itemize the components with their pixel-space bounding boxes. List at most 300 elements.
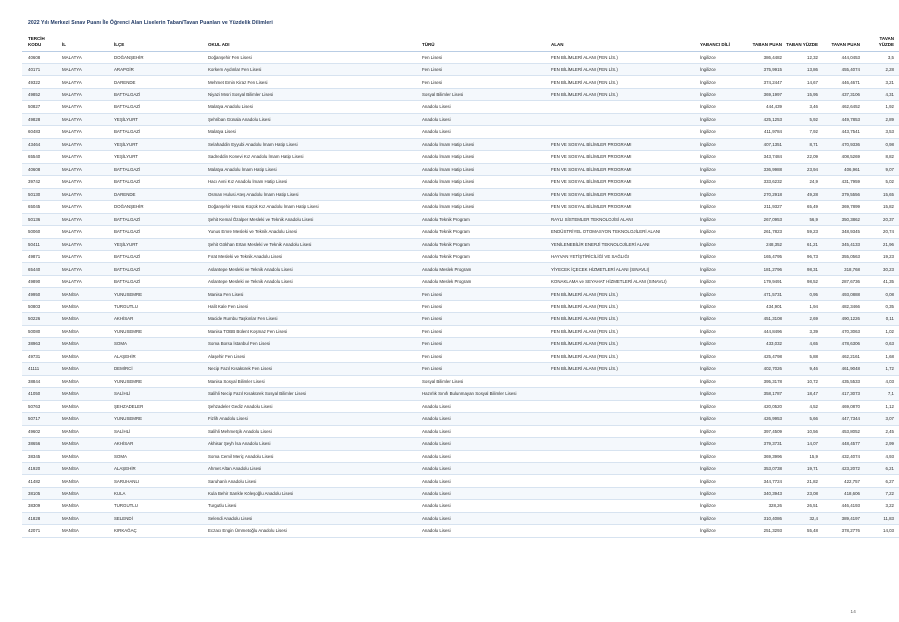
cell-taban-yuzde: 65,49 bbox=[784, 201, 820, 213]
cell-taban-yuzde: 8,71 bbox=[784, 138, 820, 150]
cell-taban-puan: 395,3178 bbox=[742, 375, 784, 387]
cell-turu: Anadolu İmam Hatip Lisesi bbox=[420, 176, 549, 188]
cell-tavan-yuzde: 3,21 bbox=[862, 76, 899, 88]
cell-tercih-kodu: 38656 bbox=[22, 438, 60, 450]
cell-alan: HAYVAN YETİŞTİRİCİLİĞİ VE SAĞLIĞI bbox=[549, 251, 698, 263]
cell-turu: Anadolu Teknik Program bbox=[420, 251, 549, 263]
page-title: 2022 Yılı Merkezi Sınav Puanı İle Öğrenci Alan Liselerin Taban/Tavan Puanları ve Yüzdelik Dilimleri bbox=[28, 20, 273, 26]
cell-okul-adi: Korkem Aydınlar Fen Lisesi bbox=[206, 63, 420, 75]
cell-tercih-kodu: 50226 bbox=[22, 313, 60, 325]
cell-turu: Anadolu Lisesi bbox=[420, 512, 549, 524]
cell-turu: Anadolu Lisesi bbox=[420, 500, 549, 512]
cell-ilce: TURGUTLU bbox=[112, 500, 206, 512]
cell-tavan-yuzde: 2,45 bbox=[862, 425, 899, 437]
cell-tavan-yuzde: 3,53 bbox=[862, 126, 899, 138]
cell-taban-yuzde: 23,08 bbox=[784, 487, 820, 499]
cell-alan bbox=[549, 413, 698, 425]
cell-turu: Anadolu Teknik Program bbox=[420, 213, 549, 225]
cell-turu: Sosyal Bilimler Lisesi bbox=[420, 375, 549, 387]
cell-tavan-puan: 318,768 bbox=[820, 263, 862, 275]
table-row bbox=[22, 413, 899, 425]
cell-yabanci-dili: İngilizce bbox=[698, 113, 742, 125]
scores-table bbox=[22, 36, 899, 538]
cell-il: MALATYA bbox=[60, 88, 112, 100]
cell-tercih-kodu: 50060 bbox=[22, 226, 60, 238]
cell-ilce: BATTALGAZİ bbox=[112, 101, 206, 113]
cell-tercih-kodu: 43464 bbox=[22, 138, 60, 150]
cell-ilce: BATTALGAZİ bbox=[112, 126, 206, 138]
cell-tercih-kodu: 50130 bbox=[22, 188, 60, 200]
cell-yabanci-dili: İngilizce bbox=[698, 475, 742, 487]
cell-taban-yuzde: 12,32 bbox=[784, 51, 820, 63]
cell-alan bbox=[549, 500, 698, 512]
cell-okul-adi: Şehriban Günala Anadolu Lisesi bbox=[206, 113, 420, 125]
cell-ilce: AKHİSAR bbox=[112, 313, 206, 325]
cell-alan bbox=[549, 101, 698, 113]
cell-taban-yuzde: 56,9 bbox=[784, 213, 820, 225]
cell-taban-yuzde: 98,31 bbox=[784, 263, 820, 275]
cell-taban-yuzde: 21,82 bbox=[784, 475, 820, 487]
cell-okul-adi: Şehit Gökhan Ertan Mesleki ve Teknik Anadolu Lisesi bbox=[206, 238, 420, 250]
cell-alan: FEN BİLİMLERİ ALANI (FEN LİS.) bbox=[549, 51, 698, 63]
cell-taban-yuzde: 61,21 bbox=[784, 238, 820, 250]
cell-taban-puan: 471,5731 bbox=[742, 288, 784, 300]
cell-okul-adi: Salihli Mehmetçik Anadolu Lisesi bbox=[206, 425, 420, 437]
cell-alan: FEN BİLİMLERİ ALANI (FEN LİS.) bbox=[549, 350, 698, 362]
cell-tavan-puan: 418,606 bbox=[820, 487, 862, 499]
cell-ilce: ŞEHZADELER bbox=[112, 400, 206, 412]
table-row bbox=[22, 363, 899, 375]
column-header-tavan-puan: TAVAN PUAN bbox=[820, 36, 862, 51]
cell-yabanci-dili: İngilizce bbox=[698, 425, 742, 437]
table-row bbox=[22, 425, 899, 437]
table-row bbox=[22, 226, 899, 238]
cell-yabanci-dili: İngilizce bbox=[698, 388, 742, 400]
cell-okul-adi: Sadreddin Konevi Kız Anadolu İmam Hatip Lisesi bbox=[206, 151, 420, 163]
cell-taban-puan: 420,0520 bbox=[742, 400, 784, 412]
cell-tercih-kodu: 40608 bbox=[22, 163, 60, 175]
table-row bbox=[22, 188, 899, 200]
cell-alan bbox=[549, 525, 698, 537]
column-header-taban-puan: TABAN PUAN bbox=[742, 36, 784, 51]
cell-okul-adi: Malatya Lisesi bbox=[206, 126, 420, 138]
cell-yabanci-dili: İngilizce bbox=[698, 126, 742, 138]
cell-tavan-yuzde: 3,5 bbox=[862, 51, 899, 63]
cell-alan bbox=[549, 512, 698, 524]
cell-ilce: YUNUSEMRE bbox=[112, 413, 206, 425]
cell-okul-adi: Şehit Kemal Özalper Mesleki ve Teknik Anadolu Lisesi bbox=[206, 213, 420, 225]
cell-taban-puan: 444,439 bbox=[742, 101, 784, 113]
cell-ilce: DARENDE bbox=[112, 76, 206, 88]
cell-tavan-yuzde: 3,22 bbox=[862, 500, 899, 512]
cell-taban-puan: 179,9491 bbox=[742, 275, 784, 287]
cell-taban-puan: 270,2918 bbox=[742, 188, 784, 200]
cell-ilce: ALAŞEHİR bbox=[112, 462, 206, 474]
cell-tercih-kodu: 49602 bbox=[22, 425, 60, 437]
cell-yabanci-dili: İngilizce bbox=[698, 288, 742, 300]
cell-ilce: DOĞANŞEHİR bbox=[112, 51, 206, 63]
cell-tercih-kodu: 50080 bbox=[22, 325, 60, 337]
cell-il: MALATYA bbox=[60, 101, 112, 113]
cell-yabanci-dili: İngilizce bbox=[698, 525, 742, 537]
cell-ilce: DEMİRCİ bbox=[112, 363, 206, 375]
cell-taban-yuzde: 15,95 bbox=[784, 88, 820, 100]
cell-tavan-puan: 447,7344 bbox=[820, 413, 862, 425]
cell-taban-puan: 211,9327 bbox=[742, 201, 784, 213]
cell-tavan-yuzde: 11,83 bbox=[862, 512, 899, 524]
cell-tavan-puan: 378,2776 bbox=[820, 525, 862, 537]
cell-okul-adi: Alaşehir Fen Lisesi bbox=[206, 350, 420, 362]
cell-taban-puan: 434,901 bbox=[742, 300, 784, 312]
cell-taban-yuzde: 96,73 bbox=[784, 251, 820, 263]
cell-alan bbox=[549, 388, 698, 400]
cell-yabanci-dili: İngilizce bbox=[698, 462, 742, 474]
cell-okul-adi: Manisa Sosyal Bilimler Lisesi bbox=[206, 375, 420, 387]
cell-ilce: BATTALGAZİ bbox=[112, 251, 206, 263]
cell-taban-yuzde: 3,46 bbox=[784, 101, 820, 113]
cell-okul-adi: Soma Cemil Meriç Anadolu Lisesi bbox=[206, 450, 420, 462]
cell-alan bbox=[549, 113, 698, 125]
cell-taban-yuzde: 3,39 bbox=[784, 325, 820, 337]
cell-tavan-yuzde: 4,31 bbox=[862, 88, 899, 100]
table-row bbox=[22, 438, 899, 450]
cell-tavan-yuzde: 4,93 bbox=[862, 450, 899, 462]
cell-tavan-yuzde: 41,35 bbox=[862, 275, 899, 287]
cell-taban-puan: 343,7484 bbox=[742, 151, 784, 163]
cell-taban-puan: 328,26 bbox=[742, 500, 784, 512]
cell-taban-yuzde: 18,47 bbox=[784, 388, 820, 400]
cell-tavan-yuzde: 9,07 bbox=[862, 163, 899, 175]
cell-alan: FEN VE SOSYAL BİLİMLER PROGRAMI bbox=[549, 151, 698, 163]
cell-okul-adi: Macide Rumbu Taşkınlar Fen Lisesi bbox=[206, 313, 420, 325]
cell-okul-adi: Halit Kale Fen Lisesi bbox=[206, 300, 420, 312]
cell-okul-adi: Eczacı Engin Ümmetoğlu Anadolu Lisesi bbox=[206, 525, 420, 537]
cell-taban-puan: 369,3996 bbox=[742, 450, 784, 462]
cell-ilce: SOMA bbox=[112, 338, 206, 350]
cell-yabanci-dili: İngilizce bbox=[698, 263, 742, 275]
cell-turu: Fen Lisesi bbox=[420, 288, 549, 300]
cell-il: MANİSA bbox=[60, 375, 112, 387]
cell-alan: FEN BİLİMLERİ ALANI (FEN LİS.) bbox=[549, 76, 698, 88]
cell-tercih-kodu: 50136 bbox=[22, 213, 60, 225]
cell-ilce: AKHİSAR bbox=[112, 438, 206, 450]
table-row bbox=[22, 238, 899, 250]
cell-tercih-kodu: 39742 bbox=[22, 176, 60, 188]
table-row bbox=[22, 475, 899, 487]
cell-taban-yuzde: 5,92 bbox=[784, 113, 820, 125]
cell-tavan-puan: 287,6736 bbox=[820, 275, 862, 287]
cell-taban-yuzde: 14,67 bbox=[784, 76, 820, 88]
cell-ilce: DARENDE bbox=[112, 188, 206, 200]
cell-yabanci-dili: İngilizce bbox=[698, 400, 742, 412]
table-row bbox=[22, 101, 899, 113]
cell-tercih-kodu: 40171 bbox=[22, 63, 60, 75]
cell-tavan-puan: 408,5269 bbox=[820, 151, 862, 163]
cell-taban-yuzde: 7,92 bbox=[784, 126, 820, 138]
cell-okul-adi: Aslantepe Mesleki ve Teknik Anadolu Lisesi bbox=[206, 263, 420, 275]
cell-taban-puan: 433,032 bbox=[742, 338, 784, 350]
cell-yabanci-dili: İngilizce bbox=[698, 251, 742, 263]
cell-okul-adi: Salihli Necip Fazıl Kısakürek Sosyal Bilimler Lisesi bbox=[206, 388, 420, 400]
cell-okul-adi: Soma Borsa İstanbul Fen Lisesi bbox=[206, 338, 420, 350]
cell-alan bbox=[549, 400, 698, 412]
cell-alan: ENDÜSTRİYEL OTOMASYON TEKNOLOJİLERİ ALANI bbox=[549, 226, 698, 238]
cell-ilce: SALİHLİ bbox=[112, 425, 206, 437]
table-row bbox=[22, 313, 899, 325]
cell-taban-puan: 353,0738 bbox=[742, 462, 784, 474]
cell-yabanci-dili: İngilizce bbox=[698, 238, 742, 250]
cell-taban-yuzde: 22,09 bbox=[784, 151, 820, 163]
cell-tercih-kodu: 41920 bbox=[22, 462, 60, 474]
cell-taban-puan: 344,7724 bbox=[742, 475, 784, 487]
table-body bbox=[22, 51, 899, 537]
cell-tavan-yuzde: 2,89 bbox=[862, 113, 899, 125]
cell-tercih-kodu: 40608 bbox=[22, 51, 60, 63]
cell-yabanci-dili: İngilizce bbox=[698, 375, 742, 387]
cell-taban-puan: 165,4795 bbox=[742, 251, 784, 263]
cell-tavan-puan: 355,0563 bbox=[820, 251, 862, 263]
cell-taban-yuzde: 2,69 bbox=[784, 313, 820, 325]
cell-alan: FEN BİLİMLERİ ALANI (FEN LİS.) bbox=[549, 288, 698, 300]
cell-tercih-kodu: 65540 bbox=[22, 151, 60, 163]
table-row bbox=[22, 388, 899, 400]
cell-il: MANİSA bbox=[60, 288, 112, 300]
cell-tercih-kodu: 50717 bbox=[22, 413, 60, 425]
cell-il: MALATYA bbox=[60, 126, 112, 138]
cell-alan: FEN VE SOSYAL BİLİMLER PROGRAMI bbox=[549, 201, 698, 213]
cell-turu: Sosyal Bilimler Lisesi bbox=[420, 88, 549, 100]
cell-il: MANİSA bbox=[60, 350, 112, 362]
cell-tavan-yuzde: 21,96 bbox=[862, 238, 899, 250]
cell-turu: Fen Lisesi bbox=[420, 51, 549, 63]
cell-okul-adi: Selendi Anadolu Lisesi bbox=[206, 512, 420, 524]
cell-tavan-yuzde: 1,02 bbox=[862, 325, 899, 337]
cell-il: MALATYA bbox=[60, 151, 112, 163]
cell-tavan-yuzde: 3,07 bbox=[862, 413, 899, 425]
cell-yabanci-dili: İngilizce bbox=[698, 325, 742, 337]
cell-il: MALATYA bbox=[60, 201, 112, 213]
cell-tavan-puan: 448,4577 bbox=[820, 438, 862, 450]
cell-tercih-kodu: 65440 bbox=[22, 263, 60, 275]
cell-ilce: YEŞİLYURT bbox=[112, 238, 206, 250]
cell-okul-adi: Aslantepe Mesleki ve Teknik Anadolu Lisesi bbox=[206, 275, 420, 287]
cell-taban-puan: 336,9988 bbox=[742, 163, 784, 175]
cell-taban-puan: 425,4798 bbox=[742, 350, 784, 362]
cell-taban-yuzde: 49,28 bbox=[784, 188, 820, 200]
cell-il: MANİSA bbox=[60, 475, 112, 487]
cell-tercih-kodu: 65045 bbox=[22, 201, 60, 213]
cell-turu: Fen Lisesi bbox=[420, 338, 549, 350]
table-row bbox=[22, 163, 899, 175]
cell-okul-adi: Doğanşehir Fen Lisesi bbox=[206, 51, 420, 63]
cell-yabanci-dili: İngilizce bbox=[698, 500, 742, 512]
cell-taban-puan: 358,1787 bbox=[742, 388, 784, 400]
cell-tavan-puan: 369,7899 bbox=[820, 201, 862, 213]
column-header-turu: TÜRÜ bbox=[420, 36, 549, 51]
cell-il: MALATYA bbox=[60, 275, 112, 287]
cell-turu: Anadolu Lisesi bbox=[420, 400, 549, 412]
cell-taban-puan: 379,3731 bbox=[742, 438, 784, 450]
cell-okul-adi: Saruhanlı Anadolu Lisesi bbox=[206, 475, 420, 487]
cell-alan bbox=[549, 450, 698, 462]
cell-tercih-kodu: 41828 bbox=[22, 512, 60, 524]
cell-turu: Fen Lisesi bbox=[420, 363, 549, 375]
cell-yabanci-dili: İngilizce bbox=[698, 138, 742, 150]
table-row bbox=[22, 88, 899, 100]
cell-alan bbox=[549, 438, 698, 450]
cell-tavan-puan: 350,3862 bbox=[820, 213, 862, 225]
cell-ilce: KULA bbox=[112, 487, 206, 499]
cell-tavan-yuzde: 5,02 bbox=[862, 176, 899, 188]
cell-taban-yuzde: 10,56 bbox=[784, 425, 820, 437]
cell-ilce: YUNUSEMRE bbox=[112, 288, 206, 300]
cell-il: MANİSA bbox=[60, 512, 112, 524]
cell-ilce: BATTALGAZİ bbox=[112, 213, 206, 225]
cell-ilce: ALAŞEHİR bbox=[112, 350, 206, 362]
table-row bbox=[22, 338, 899, 350]
table-row bbox=[22, 51, 899, 63]
cell-taban-yuzde: 15,9 bbox=[784, 450, 820, 462]
table-row bbox=[22, 462, 899, 474]
cell-okul-adi: Selahaddin Eyyubi Anadolu İmam Hatip Lisesi bbox=[206, 138, 420, 150]
cell-tercih-kodu: 49731 bbox=[22, 350, 60, 362]
cell-ilce: BATTALGAZİ bbox=[112, 163, 206, 175]
cell-alan bbox=[549, 475, 698, 487]
cell-taban-puan: 261,7823 bbox=[742, 226, 784, 238]
cell-tercih-kodu: 49852 bbox=[22, 88, 60, 100]
cell-taban-puan: 451,3108 bbox=[742, 313, 784, 325]
table-row bbox=[22, 176, 899, 188]
cell-yabanci-dili: İngilizce bbox=[698, 450, 742, 462]
cell-ilce: YEŞİLYURT bbox=[112, 113, 206, 125]
table-row bbox=[22, 201, 899, 213]
table-row bbox=[22, 151, 899, 163]
cell-il: MALATYA bbox=[60, 163, 112, 175]
cell-il: MANİSA bbox=[60, 313, 112, 325]
cell-yabanci-dili: İngilizce bbox=[698, 63, 742, 75]
cell-tercih-kodu: 38345 bbox=[22, 450, 60, 462]
cell-tercih-kodu: 41111 bbox=[22, 363, 60, 375]
table-row bbox=[22, 325, 899, 337]
cell-taban-yuzde: 26,51 bbox=[784, 500, 820, 512]
cell-tavan-puan: 469,0870 bbox=[820, 400, 862, 412]
table-header bbox=[22, 36, 899, 51]
table-row bbox=[22, 288, 899, 300]
cell-tercih-kodu: 49322 bbox=[22, 76, 60, 88]
cell-taban-yuzde: 4,65 bbox=[784, 338, 820, 350]
cell-tavan-yuzde: 1,92 bbox=[862, 101, 899, 113]
cell-taban-yuzde: 0,95 bbox=[784, 288, 820, 300]
cell-il: MANİSA bbox=[60, 400, 112, 412]
cell-taban-yuzde: 23,94 bbox=[784, 163, 820, 175]
cell-alan bbox=[549, 375, 698, 387]
cell-yabanci-dili: İngilizce bbox=[698, 88, 742, 100]
cell-turu: Fen Lisesi bbox=[420, 300, 549, 312]
cell-tavan-yuzde: 0,35 bbox=[862, 300, 899, 312]
cell-ilce: YUNUSEMRE bbox=[112, 325, 206, 337]
cell-alan bbox=[549, 425, 698, 437]
cell-ilce: BATTALGAZİ bbox=[112, 226, 206, 238]
cell-taban-yuzde: 9,46 bbox=[784, 363, 820, 375]
cell-tavan-yuzde: 2,99 bbox=[862, 438, 899, 450]
column-header-taban-yuzde: TABAN YÜZDE bbox=[784, 36, 820, 51]
cell-tercih-kodu: 38309 bbox=[22, 500, 60, 512]
cell-okul-adi: Şehzadeler Gediz Anadolu Lisesi bbox=[206, 400, 420, 412]
cell-tavan-yuzde: 4,03 bbox=[862, 375, 899, 387]
cell-tercih-kodu: 49871 bbox=[22, 251, 60, 263]
cell-il: MALATYA bbox=[60, 238, 112, 250]
cell-alan: FEN BİLİMLERİ ALANI (FEN LİS.) bbox=[549, 88, 698, 100]
cell-taban-puan: 425,1253 bbox=[742, 113, 784, 125]
cell-il: MANİSA bbox=[60, 450, 112, 462]
cell-taban-puan: 374,2447 bbox=[742, 76, 784, 88]
cell-okul-adi: Yunus Emre Mesleki ve Teknik Anadolu Lisesi bbox=[206, 226, 420, 238]
cell-ilce: SELENDİ bbox=[112, 512, 206, 524]
cell-taban-puan: 407,1351 bbox=[742, 138, 784, 150]
cell-tercih-kodu: 38963 bbox=[22, 338, 60, 350]
cell-taban-yuzde: 24,9 bbox=[784, 176, 820, 188]
cell-turu: Anadolu Lisesi bbox=[420, 450, 549, 462]
cell-okul-adi: Malatya Anadolu İmam Hatip Lisesi bbox=[206, 163, 420, 175]
cell-alan: FEN VE SOSYAL BİLİMLER PROGRAMI bbox=[549, 138, 698, 150]
cell-tavan-yuzde: 30,23 bbox=[862, 263, 899, 275]
cell-taban-puan: 340,3943 bbox=[742, 487, 784, 499]
cell-taban-puan: 402,7026 bbox=[742, 363, 784, 375]
cell-yabanci-dili: İngilizce bbox=[698, 213, 742, 225]
cell-tavan-yuzde: 0,98 bbox=[862, 138, 899, 150]
cell-turu: Anadolu İmam Hatip Lisesi bbox=[420, 138, 549, 150]
cell-alan: YİYECEK İÇECEK HİZMETLERİ ALANI (SINAVLI) bbox=[549, 263, 698, 275]
cell-okul-adi: Doğanşehir Hüsnü Küçük Kız Anadolu İmam Hatip Lisesi bbox=[206, 201, 420, 213]
cell-tavan-puan: 482,3466 bbox=[820, 300, 862, 312]
cell-turu: Anadolu Lisesi bbox=[420, 525, 549, 537]
cell-alan: FEN BİLİMLERİ ALANI (FEN LİS.) bbox=[549, 363, 698, 375]
cell-okul-adi: Kula Behir Sarıkle Köleşoğlu Anadolu Lisesi bbox=[206, 487, 420, 499]
cell-yabanci-dili: İngilizce bbox=[698, 275, 742, 287]
cell-taban-yuzde: 1,94 bbox=[784, 300, 820, 312]
cell-taban-yuzde: 98,52 bbox=[784, 275, 820, 287]
cell-tavan-puan: 389,4197 bbox=[820, 512, 862, 524]
column-header-alan: ALAN bbox=[549, 36, 698, 51]
cell-taban-yuzde: 5,88 bbox=[784, 350, 820, 362]
cell-taban-puan: 369,1997 bbox=[742, 88, 784, 100]
cell-alan: FEN BİLİMLERİ ALANI (FEN LİS.) bbox=[549, 338, 698, 350]
cell-alan bbox=[549, 487, 698, 499]
table-row bbox=[22, 113, 899, 125]
cell-il: MANİSA bbox=[60, 413, 112, 425]
cell-turu: Fen Lisesi bbox=[420, 325, 549, 337]
table-row bbox=[22, 275, 899, 287]
cell-okul-adi: Fizlih Anadolu Lisesi bbox=[206, 413, 420, 425]
cell-ilce: SOMA bbox=[112, 450, 206, 462]
cell-taban-puan: 426,9953 bbox=[742, 413, 784, 425]
cell-tavan-puan: 455,4074 bbox=[820, 63, 862, 75]
column-header-ilce: İLÇE bbox=[112, 36, 206, 51]
cell-tavan-yuzde: 0,08 bbox=[862, 288, 899, 300]
table-row bbox=[22, 263, 899, 275]
cell-alan: FEN BİLİMLERİ ALANI (FEN LİS.) bbox=[549, 325, 698, 337]
cell-il: MANİSA bbox=[60, 487, 112, 499]
cell-yabanci-dili: İngilizce bbox=[698, 51, 742, 63]
cell-il: MALATYA bbox=[60, 51, 112, 63]
cell-tavan-puan: 406,961 bbox=[820, 163, 862, 175]
table-row bbox=[22, 500, 899, 512]
cell-ilce: TURGUTLU bbox=[112, 300, 206, 312]
cell-taban-yuzde: 13,86 bbox=[784, 63, 820, 75]
cell-tavan-yuzde: 1,68 bbox=[862, 350, 899, 362]
cell-tavan-yuzde: 2,28 bbox=[862, 63, 899, 75]
table-row bbox=[22, 400, 899, 412]
